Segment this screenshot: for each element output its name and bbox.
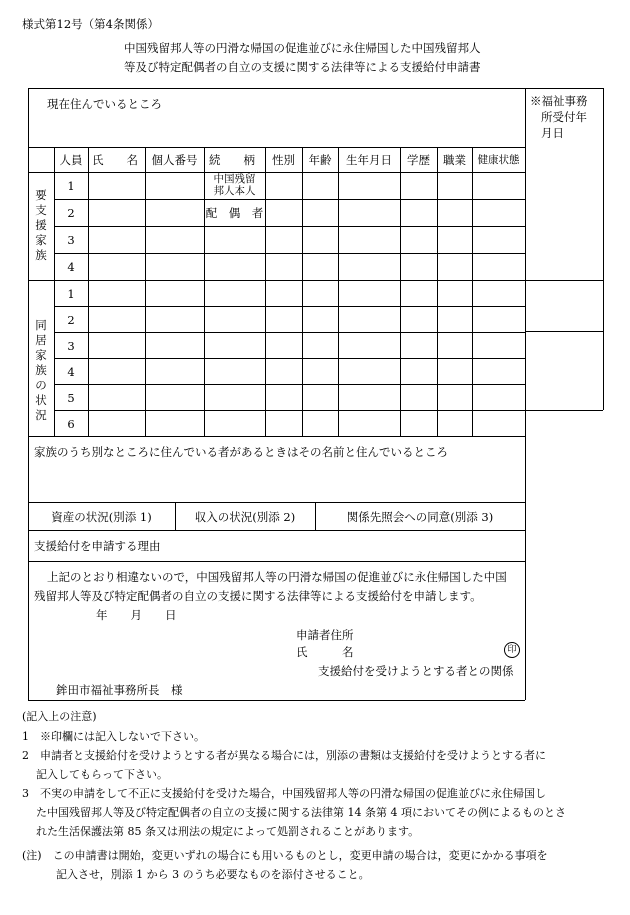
col-header-sex: 性別 <box>272 153 295 167</box>
row-number: 6 <box>67 417 75 431</box>
note-4-line2: 記入させ，別添 1 から 3 のうち必要なものを添付させること。 <box>56 868 370 881</box>
note-3-line1: 3 不実の申請をして不正に支援給付を受けた場合，中国残留邦人等の円滑な帰国の促進並びに永住帰国し <box>22 787 546 800</box>
row-number: 4 <box>67 260 75 274</box>
note-2-line2: 記入してもらって下さい。 <box>36 768 168 781</box>
row-number: 5 <box>67 391 75 405</box>
family-elsewhere-label: 家族のうち別なところに住んでいる者があるときはその名前と住んでいるところ <box>34 445 448 459</box>
col-header-relation: 続 柄 <box>209 153 255 167</box>
applicant-name-label: 氏 名 <box>296 645 354 659</box>
office-stamp-label-2: 所受付年 <box>541 110 587 124</box>
row-number: 3 <box>67 233 75 247</box>
group-label-cohabiting-family: 同居家族の状況 <box>35 318 47 422</box>
row-number: 2 <box>67 313 75 327</box>
row-number: 1 <box>67 179 75 193</box>
row-number: 2 <box>67 206 75 220</box>
office-stamp-label: ※福祉事務 <box>530 94 588 108</box>
note-3-line3: れた生活保護法第 85 条又は刑法の規定によって処罰されることがあります。 <box>36 825 420 838</box>
notes-heading: (記入上の注意) <box>22 710 97 723</box>
note-2-line1: 2 申請者と支援給付を受けようとする者が異なる場合には，別添の書類は支援給付を受けようとする者に <box>22 749 546 762</box>
col-header-occupation: 職業 <box>443 153 466 167</box>
office-stamp-label-3: 月日 <box>541 126 564 140</box>
group-label-support-family: 要支援家族 <box>35 188 47 262</box>
form-title-line1: 中国残留邦人等の円滑な帰国の促進並びに永住帰国した中国残留邦人 <box>124 41 481 55</box>
reason-label: 支援給付を申請する理由 <box>34 539 161 553</box>
current-address-label: 現在住んでいるところ <box>47 97 162 111</box>
row-number: 4 <box>67 365 75 379</box>
col-header-health: 健康状態 <box>477 154 520 166</box>
relation-self-line2: 邦人本人 <box>213 185 256 197</box>
application-date: 年 月 日 <box>96 608 177 622</box>
note-1: 1 ※印欄には記入しないで下さい。 <box>22 730 205 743</box>
relation-to-recipient-label: 支援給付を受けようとする者との関係 <box>318 664 514 678</box>
form-title-line2: 等及び特定配偶者の自立の支援に関する法律等による支援給付申請書 <box>124 60 481 74</box>
col-header-education: 学歴 <box>407 153 430 167</box>
col-header-name: 氏 名 <box>92 153 138 167</box>
attachment-assets: 資産の状況(別添 1) <box>51 510 152 524</box>
seal-mark: 印 <box>504 642 520 658</box>
col-header-id: 個人番号 <box>151 153 198 167</box>
note-3-line2: た中国残留邦人等及び特定配偶者の自立の支援に関する法律第 14 条第 4 項においてその例によるものとさ <box>36 806 566 819</box>
recipient-label: 鉾田市福祉事務所長 様 <box>56 683 183 697</box>
declaration-line1: 上記のとおり相違ないので，中国残留邦人等の円滑な帰国の促進並びに永住帰国した中国 <box>47 570 507 584</box>
applicant-address-label: 申請者住所 <box>296 628 354 642</box>
relation-self-line1: 中国残留 <box>213 173 256 185</box>
col-header-birthdate: 生年月日 <box>346 153 392 167</box>
note-4-line1: (注) この申請書は開始，変更いずれの場合にも用いるものとし，変更申請の場合は，変更にかかる事項を <box>22 849 548 862</box>
col-header-count: 人員 <box>59 153 83 167</box>
relation-spouse: 配 偶 者 <box>205 206 264 220</box>
attachment-income: 収入の状況(別添 2) <box>194 510 296 524</box>
row-number: 1 <box>67 287 75 301</box>
col-header-age: 年齢 <box>308 153 332 167</box>
form-number: 様式第12号（第4条関係） <box>22 17 159 31</box>
row-number: 3 <box>67 339 75 353</box>
declaration-line2: 残留邦人等及び特定配偶者の自立の支援に関する法律等による支援給付を申請します。 <box>34 589 482 603</box>
attachment-consent: 関係先照会への同意(別添 3) <box>346 510 494 524</box>
